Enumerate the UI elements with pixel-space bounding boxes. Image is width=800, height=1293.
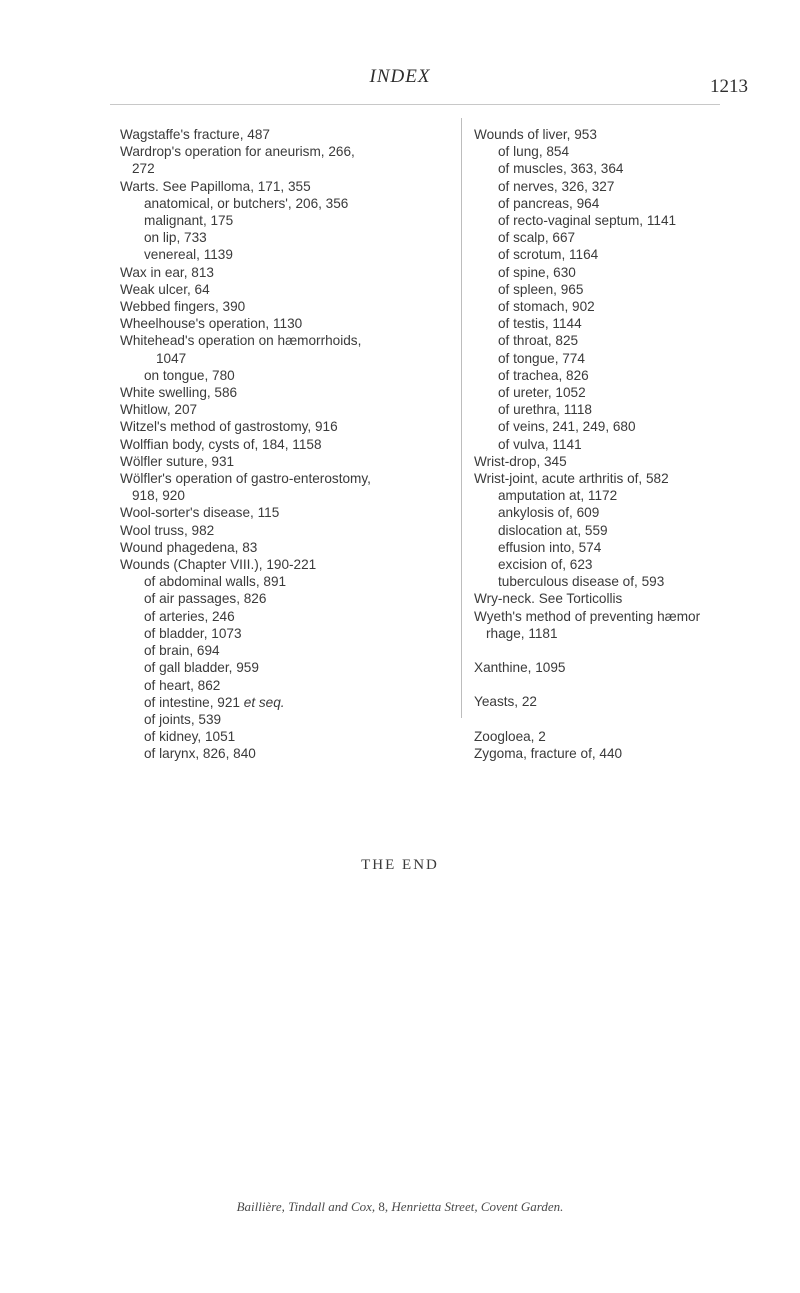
index-subentry: of muscles, 363, 364 [498,161,624,177]
index-subentry: of heart, 862 [144,677,221,693]
index-entry: Wounds of liver, 953 [474,127,597,142]
italic-term: et seq. [243,694,285,710]
index-subentry: of vulva, 1141 [498,436,582,452]
index-subentry: effusion into, 574 [498,539,602,555]
the-end: THE END [361,857,439,873]
index-entry: Yeasts, 22 [474,694,537,710]
index-entry: White swelling, 586 [120,385,238,401]
index-entry: Warts. See Papilloma, 171, 355 [120,178,311,194]
imprint-address: Henrietta Street, Covent Garden. [391,1199,564,1214]
running-head: INDEX [369,66,431,87]
index-subentry: tuberculous disease of, 593 [498,574,665,590]
index-entry: Wölfler's operation of gastro-enterostomy, [120,471,371,487]
index-subentry: of lung, 854 [498,144,570,160]
index-subentry: excision of, 623 [498,557,593,573]
index-subentry: amputation at, 1172 [498,488,618,504]
index-subentry: of tongue, 774 [498,350,585,366]
index-entry: Wagstaffe's fracture, 487 [120,127,270,142]
index-subentry: on lip, 733 [144,230,207,246]
index-subentry: of veins, 241, 249, 680 [498,419,636,435]
index-subentry: of testis, 1144 [498,316,582,332]
index-subentry: of kidney, 1051 [144,729,236,745]
index-entry: Witzel's method of gastrostomy, 916 [120,419,338,435]
index-subentry: ankylosis of, 609 [498,505,600,521]
index-entry: Wheelhouse's operation, 1130 [120,316,303,332]
index-entry: Zoogloea, 2 [474,728,546,744]
imprint-number: 8, [378,1199,392,1214]
index-subentry: of recto-vaginal septum, 1141 [498,213,677,229]
index-entry: Whitlow, 207 [120,402,198,418]
index-entry: Wool truss, 982 [120,522,215,538]
index-subentry: of air passages, 826 [144,591,267,607]
index-subentry: of arteries, 246 [144,608,235,624]
index-subentry: on tongue, 780 [144,367,235,383]
index-column-right [474,126,800,762]
index-subentry: of abdominal walls, 891 [144,574,287,590]
index-subentry: malignant, 175 [144,213,234,229]
header-rule [110,104,720,105]
page-number: 1213 [710,76,748,97]
index-entry: Wounds (Chapter VIII.), 190-221 [120,557,317,573]
index-subentry: of throat, 825 [498,333,579,349]
publisher-imprint [0,1199,800,1215]
index-entry: Wardrop's operation for aneurism, 266, [120,144,355,160]
index-subentry: of ureter, 1052 [498,385,586,401]
index-subentry: of pancreas, 964 [498,195,600,211]
index-entry: Wyeth's method of preventing hæmor [474,608,701,624]
index-entry: Webbed fingers, 390 [120,299,246,315]
index-entry: Wound phagedena, 83 [120,539,258,555]
index-entry: Whitehead's operation on hæmorrhoids, [120,333,362,349]
index-subentry: of larynx, 826, 840 [144,746,256,762]
index-subentry: of gall bladder, 959 [144,660,259,676]
index-subentry: of scalp, 667 [498,230,576,246]
index-subentry: of stomach, 902 [498,299,595,315]
index-subentry: of brain, 694 [144,643,220,659]
index-subentry: venereal, 1139 [144,247,233,263]
index-entry: Wool-sorter's disease, 115 [120,505,280,521]
index-entry: Wax in ear, 813 [120,264,214,280]
index-subentry: anatomical, or butchers', 206, 356 [144,195,349,211]
index-subentry: of urethra, 1118 [498,402,592,418]
index-entry: Wrist-joint, acute arthritis of, 582 [474,471,669,487]
index-entry: 272 [132,161,155,177]
index-entry: 1047 [156,350,187,366]
index-subentry: of nerves, 326, 327 [498,178,615,194]
index-column-left [120,126,446,763]
index-entry: Wry-neck. See Torticollis [474,591,623,607]
index-subentry: of spleen, 965 [498,281,584,297]
index-entry: Wölfler suture, 931 [120,453,235,469]
index-entry: Zygoma, fracture of, 440 [474,745,623,761]
index-entry: Wrist-drop, 345 [474,453,567,469]
index-entry: rhage, 1181 [486,625,558,641]
index-subentry: of scrotum, 1164 [498,247,599,263]
index-entry: Wolffian body, cysts of, 184, 1158 [120,436,322,452]
index-entry: 918, 920 [132,488,185,504]
index-subentry: of joints, 539 [144,711,222,727]
index-subentry: of spine, 630 [498,264,576,280]
index-subentry: of trachea, 826 [498,367,589,383]
index-entry: Xanthine, 1095 [474,660,566,676]
imprint-publisher: Baillière, Tindall and Cox, [236,1199,379,1214]
column-divider [461,118,462,718]
index-entry: Weak ulcer, 64 [120,281,210,297]
index-subentry: of intestine, 921 et seq. [144,694,285,710]
index-subentry: dislocation at, 559 [498,522,608,538]
index-subentry: of bladder, 1073 [144,625,242,641]
